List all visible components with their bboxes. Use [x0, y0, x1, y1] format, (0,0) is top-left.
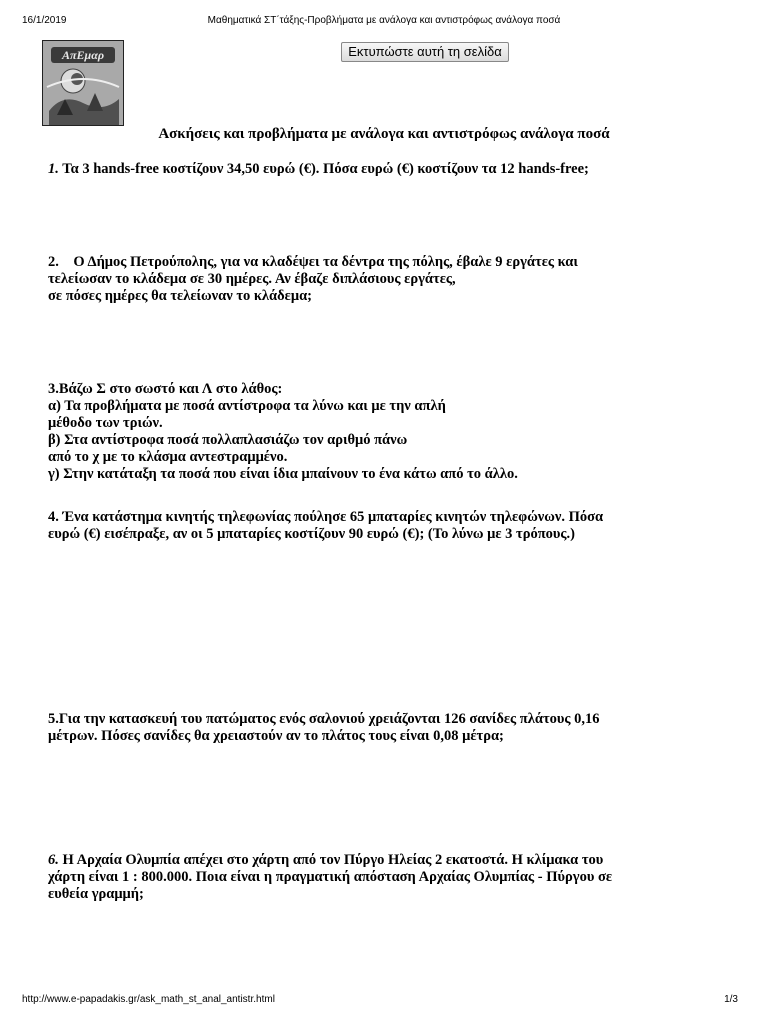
- question-line: α) Τα προβλήματα με ποσά αντίστροφα τα λύνω και με την απλή: [48, 398, 446, 414]
- logo-text: ΑπΕμαρ: [61, 48, 105, 62]
- print-page-button[interactable]: Εκτυπώστε αυτή τη σελίδα: [341, 42, 509, 62]
- question-line: ευθεία γραμμή;: [48, 886, 144, 902]
- question-2: [48, 254, 728, 305]
- question-line: 4. Ένα κατάστημα κινητής τηλεφωνίας πούλησε 65 μπαταρίες κινητών τηλεφώνων. Πόσα: [48, 509, 604, 525]
- page-number: 1/3: [724, 994, 738, 1005]
- question-line: από το χ με το κλάσμα αντεστραμμένο.: [48, 449, 288, 465]
- question-number: 1.: [48, 161, 59, 177]
- question-5: [48, 711, 728, 745]
- question-line: 5.Για την κατασκευή του πατώματος ενός σαλονιού χρειάζονται 126 σανίδες πλάτους 0,16: [48, 711, 600, 727]
- print-date: 16/1/2019: [22, 15, 67, 26]
- question-line: γ) Στην κατάταξη τα ποσά που είναι ίδια μπαίνουν το ένα κάτω από το άλλο.: [48, 466, 518, 482]
- question-line: 1. Τα 3 hands-free κοστίζουν 34,50 ευρώ (€). Πόσα ευρώ (€) κοστίζουν τα 12 hands-free;: [48, 161, 589, 177]
- question-number: 5.: [48, 711, 59, 727]
- question-number: 3.: [48, 381, 59, 397]
- logo-graphic: [43, 41, 123, 125]
- question-line: τελείωσαν το κλάδεμα σε 30 ημέρες. Αν έβαζε διπλάσιους εργάτες,: [48, 271, 456, 287]
- question-line: σε πόσες ημέρες θα τελείωναν το κλάδεμα;: [48, 288, 313, 304]
- question-3: [48, 381, 728, 483]
- page-url: http://www.e-papadakis.gr/ask_math_st_anal_antistr.html: [22, 994, 275, 1005]
- question-4: [48, 509, 728, 543]
- question-number: 6.: [48, 852, 59, 868]
- question-line: 2. Ο Δήμος Πετρούπολης, για να κλαδέψει τα δέντρα της πόλης, έβαλε 9 εργάτες και: [48, 254, 578, 270]
- print-header: [0, 15, 768, 29]
- question-line: β) Στα αντίστροφα ποσά πολλαπλασιάζω τον αριθμό πάνω: [48, 432, 408, 448]
- site-logo[interactable]: [42, 40, 124, 126]
- question-line: μέθοδο των τριών.: [48, 415, 163, 431]
- question-line: χάρτη είναι 1 : 800.000. Ποια είναι η πραγματική απόσταση Αρχαίας Ολυμπίας - Πύργου σε: [48, 869, 613, 885]
- question-number: 4.: [48, 509, 59, 525]
- print-title: Μαθηματικά ΣΤ΄τάξης-Προβλήματα με ανάλογα και αντιστρόφως ανάλογα ποσά: [207, 15, 561, 26]
- print-footer: [0, 994, 768, 1008]
- question-6: [48, 852, 728, 903]
- question-line: ευρώ (€) εισέπραξε, αν οι 5 μπαταρίες κοστίζουν 90 ευρώ (€); (Το λύνω με 3 τρόπους.): [48, 526, 575, 542]
- question-line: μέτρων. Πόσες σανίδες θα χρειαστούν αν το πλάτος τους είναι 0,08 μέτρα;: [48, 728, 504, 744]
- question-1: [48, 161, 728, 178]
- question-line: 6. Η Αρχαία Ολυμπία απέχει στο χάρτη από τον Πύργο Ηλείας 2 εκατοστά. Η κλίμακα του: [48, 852, 604, 868]
- question-number: 2.: [48, 254, 59, 270]
- question-line: 3.Βάζω Σ στο σωστό και Λ στο λάθος:: [48, 381, 283, 397]
- page-heading: Ασκήσεις και προβλήματα με ανάλογα και αντιστρόφως ανάλογα ποσά: [158, 126, 610, 142]
